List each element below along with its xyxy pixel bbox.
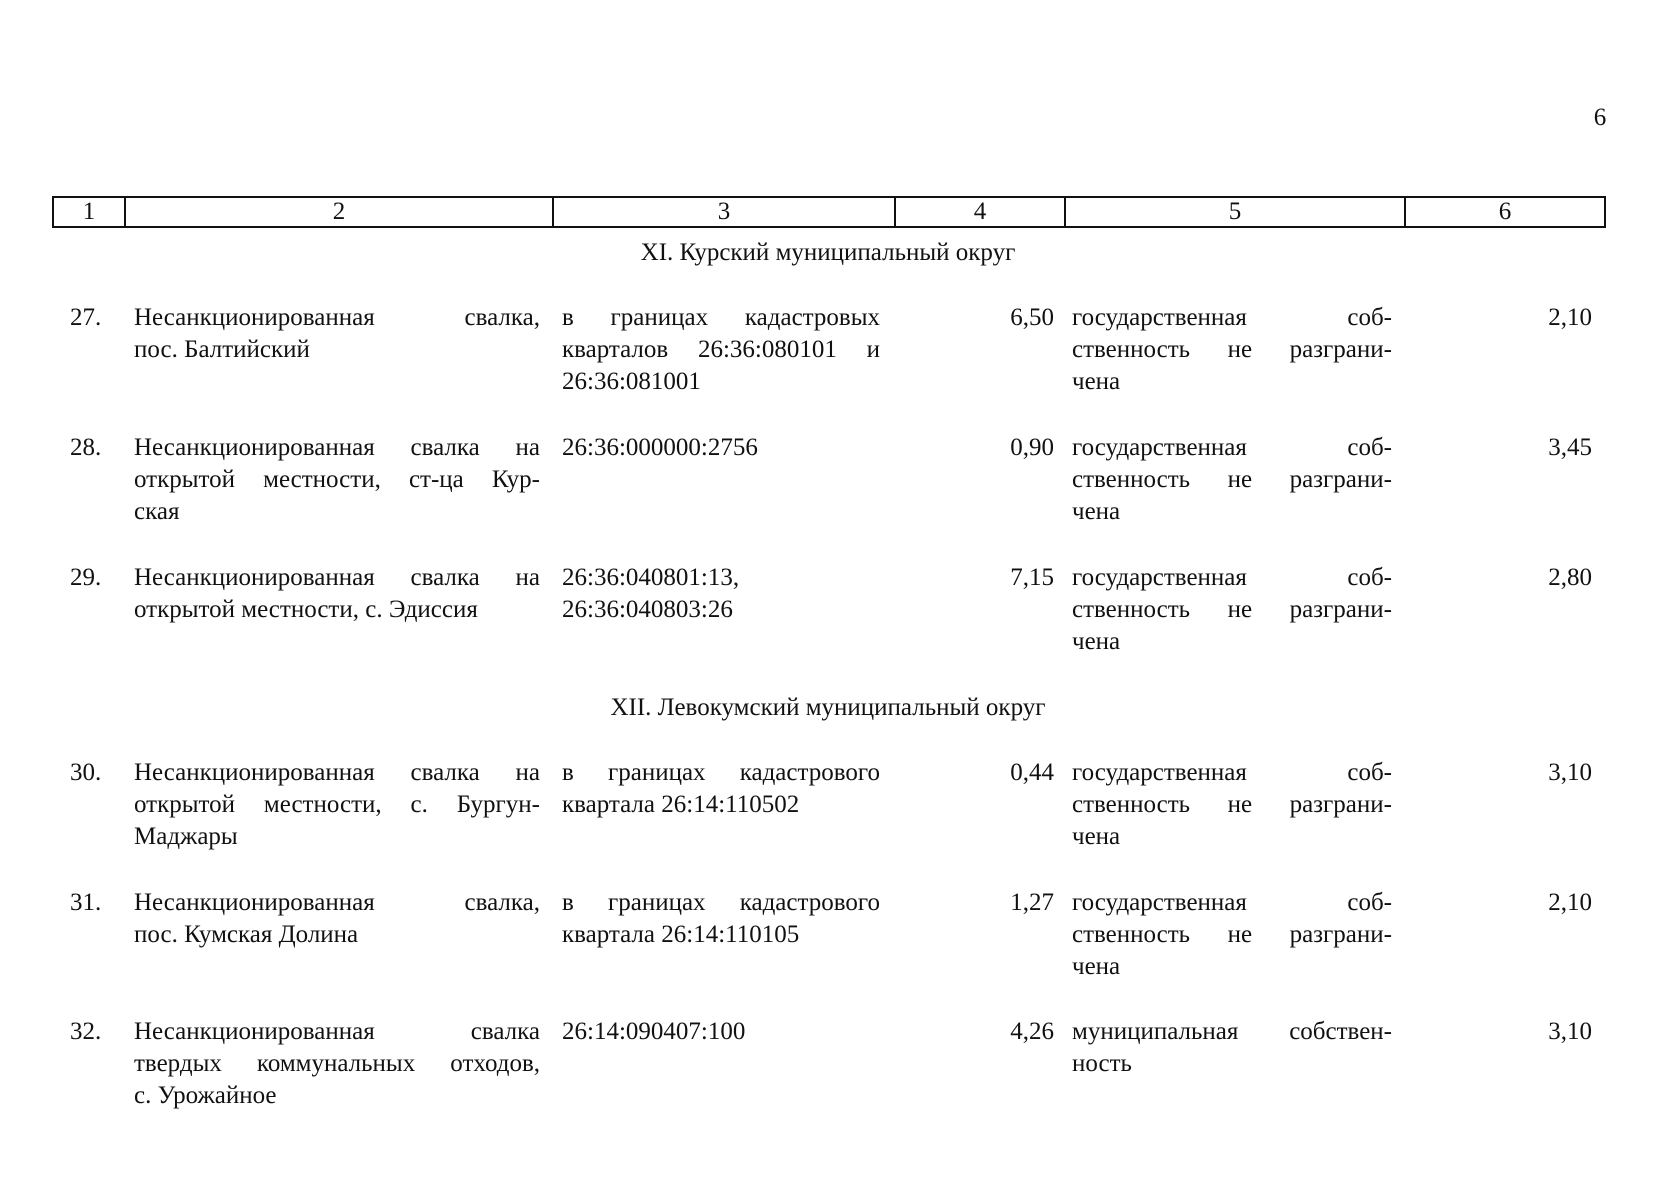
site-location: 26:36:040801:13, 26:36:040803:26 — [562, 564, 740, 623]
site-value: 3,10 — [1548, 759, 1592, 786]
site-area: 1,27 — [1010, 889, 1054, 916]
site-name: Несанкционированная свалка, пос. Балтийский — [134, 304, 540, 363]
row-number: 31. — [70, 889, 102, 916]
section-title-kursky: XI. Курский муниципальный округ — [640, 239, 1016, 266]
ownership-type: государственная соб- ственность не разграни- чена — [1072, 434, 1392, 525]
column-header-5: 5 — [1065, 197, 1405, 227]
column-header-2: 2 — [125, 197, 553, 227]
site-area: 0,44 — [1010, 759, 1054, 786]
site-value: 2,80 — [1548, 564, 1592, 591]
row-number: 27. — [70, 304, 102, 331]
column-header-6: 6 — [1405, 197, 1605, 227]
row-number: 30. — [70, 759, 102, 786]
site-value: 2,10 — [1548, 304, 1592, 331]
site-name: Несанкционированная свалка на открытой местности, с. Бургун- Маджары — [134, 759, 540, 850]
column-header-row — [52, 196, 1606, 228]
ownership-type: муниципальная собствен- ность — [1072, 1018, 1392, 1077]
site-name: Несанкционированная свалка, пос. Кумская Долина — [134, 889, 540, 948]
page-number: 6 — [1593, 104, 1607, 131]
site-name: Несанкционированная свалка на открытой местности, ст-ца Кур- ская — [134, 434, 540, 525]
row-number: 32. — [70, 1018, 102, 1045]
ownership-type: государственная соб- ственность не разграни- чена — [1072, 759, 1392, 850]
site-area: 4,26 — [1010, 1018, 1054, 1045]
site-area: 6,50 — [1010, 304, 1054, 331]
row-number: 29. — [70, 564, 102, 591]
column-header-3: 3 — [553, 197, 895, 227]
section-title-levokumsky: XII. Левокумский муниципальный округ — [610, 694, 1046, 721]
site-area: 7,15 — [1010, 564, 1054, 591]
ownership-type: государственная соб- ственность не разграни- чена — [1072, 304, 1392, 395]
site-location: 26:14:090407:100 — [562, 1018, 746, 1045]
ownership-type: государственная соб- ственность не разграни- чена — [1072, 889, 1392, 980]
site-location: 26:36:000000:2756 — [562, 434, 758, 461]
site-area: 0,90 — [1010, 434, 1054, 461]
site-value: 2,10 — [1548, 889, 1592, 916]
ownership-type: государственная соб- ственность не разграни- чена — [1072, 564, 1392, 655]
site-location: в границах кадастрового квартала 26:14:110502 — [562, 759, 880, 818]
site-value: 3,10 — [1548, 1018, 1592, 1045]
site-location: в границах кадастрового квартала 26:14:110105 — [562, 889, 880, 948]
site-name: Несанкционированная свалка на открытой местности, с. Эдиссия — [134, 564, 540, 623]
site-location: в границах кадастровых кварталов 26:36:080101 и 26:36:081001 — [562, 304, 880, 395]
site-name: Несанкционированная свалка твердых коммунальных отходов, с. Урожайное — [134, 1018, 540, 1109]
column-header-1: 1 — [53, 197, 125, 227]
site-value: 3,45 — [1548, 434, 1592, 461]
row-number: 28. — [70, 434, 102, 461]
column-header-4: 4 — [895, 197, 1065, 227]
